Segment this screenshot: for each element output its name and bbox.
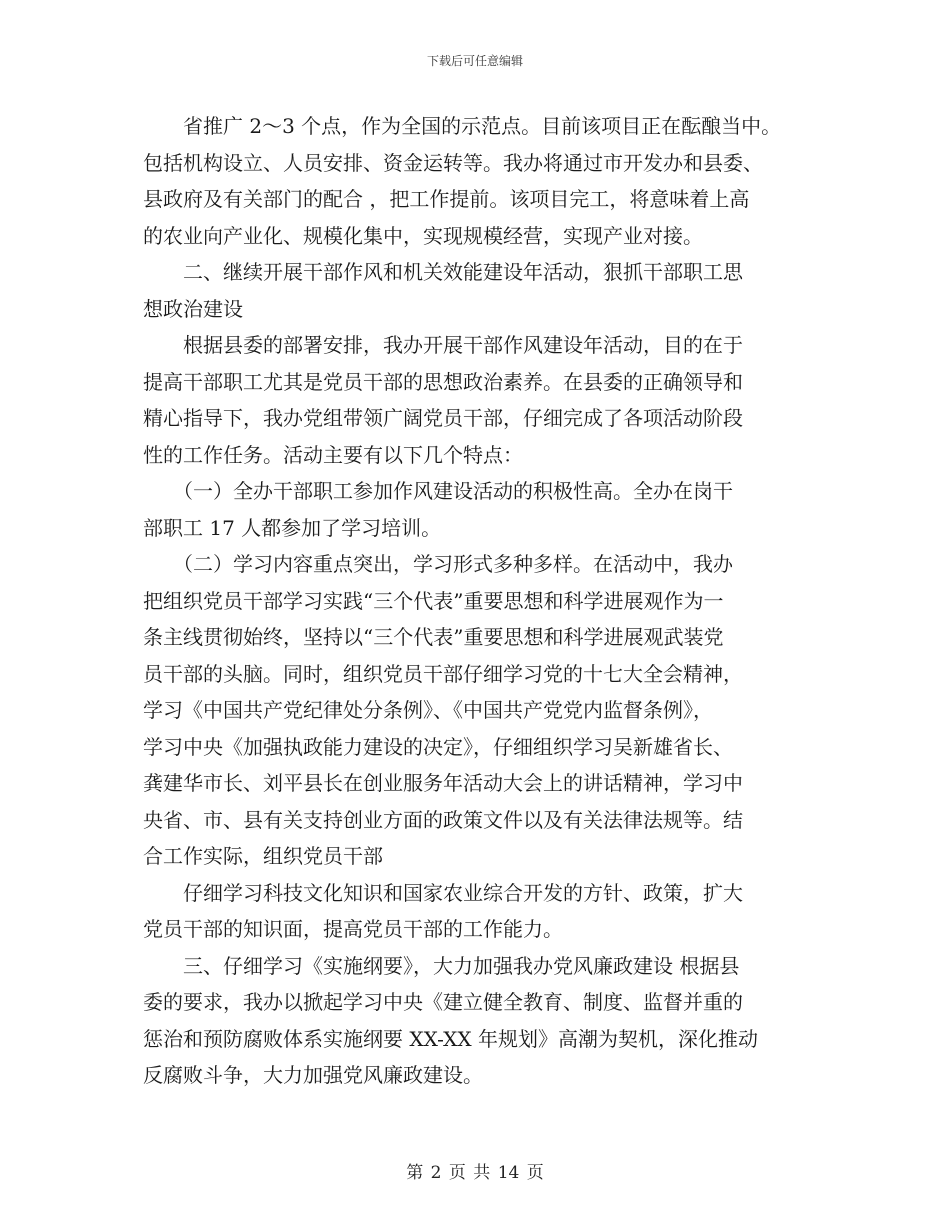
text-line: 把组织党员干部学习实践“三个代表”重要思想和科学进展观作为一: [143, 588, 724, 613]
page-header: 下载后可任意编辑: [426, 54, 523, 68]
text-line: 反腐败斗争，大力加强党风廉政建设。: [143, 1063, 483, 1087]
text-line: 提高干部职工尤其是党员干部的思想政治素养。在县委的正确领导和: [143, 369, 743, 394]
document-body: [143, 108, 823, 1094]
text-line: 惩治和预防腐败体系实施纲要 XX-XX 年规划》高潮为契机，深化推动: [143, 1026, 758, 1051]
text-line: 党员干部的知识面，提高党员干部的工作能力。: [143, 917, 563, 941]
section-heading-line: 二、继续开展干部作风和机关效能建设年活动，狠抓干部职工思: [143, 260, 743, 284]
text-line: （二）学习内容重点突出，学习形式多种多样。在活动中，我办: [143, 552, 733, 576]
page-footer-number: 第 2 页 共 14 页: [406, 1163, 544, 1183]
text-line: 省推广 2～3 个点，作为全国的示范点。目前该项目正在酝酿当中。: [143, 114, 782, 138]
section-heading-line: 三、仔细学习《实施纲要》，大力加强我办党风廉政建设 根据县: [143, 953, 740, 978]
section-heading-line: 想政治建设: [143, 296, 243, 321]
text-line: 学习中央《加强执政能力建设的决定》，仔细组织学习吴新雄省长、: [143, 734, 733, 759]
text-line: 根据县委的部署安排，我办开展干部作风建设年活动，目的在于: [143, 333, 743, 357]
text-line: 部职工 17 人都参加了学习培训。: [143, 515, 442, 540]
text-line: 精心指导下，我办党组带领广阔党员干部，仔细完成了各项活动阶段: [143, 406, 743, 430]
text-line: 员干部的头脑。同时，组织党员干部仔细学习党的十七大全会精神，: [143, 661, 743, 686]
text-line: 条主线贯彻始终，坚持以“三个代表”重要思想和科学进展观武装党: [143, 625, 724, 649]
text-line: 学习《中国共产党纪律处分条例》、《中国共产党党内监督条例》，: [143, 698, 713, 722]
text-line: 的农业向产业化、规模化集中，实现规模经营，实现产业对接。: [143, 223, 703, 248]
text-line: 委的要求，我办以掀起学习中央《建立健全教育、制度、监督并重的: [143, 990, 743, 1014]
text-line: 性的工作任务。活动主要有以下几个特点：: [143, 442, 523, 467]
text-line: 龚建华市长、刘平县长在创业服务年活动大会上的讲话精神，学习中: [143, 771, 743, 795]
text-line: 合工作实际，组织党员干部: [143, 844, 383, 868]
text-line: 央省、市、县有关支持创业方面的政策文件以及有关法律法规等。结: [143, 807, 743, 832]
text-line: 仔细学习科技文化知识和国家农业综合开发的方针、政策，扩大: [143, 880, 743, 905]
text-line: （一）全办干部职工参加作风建设活动的积极性高。全办在岗干: [143, 479, 733, 503]
text-line: 县政府及有关部门的配合 ，把工作提前。该项目完工，将意味着上高: [143, 187, 750, 211]
text-line: 包括机构设立、人员安排、资金运转等。我办将通过市开发办和县委、: [143, 150, 763, 175]
